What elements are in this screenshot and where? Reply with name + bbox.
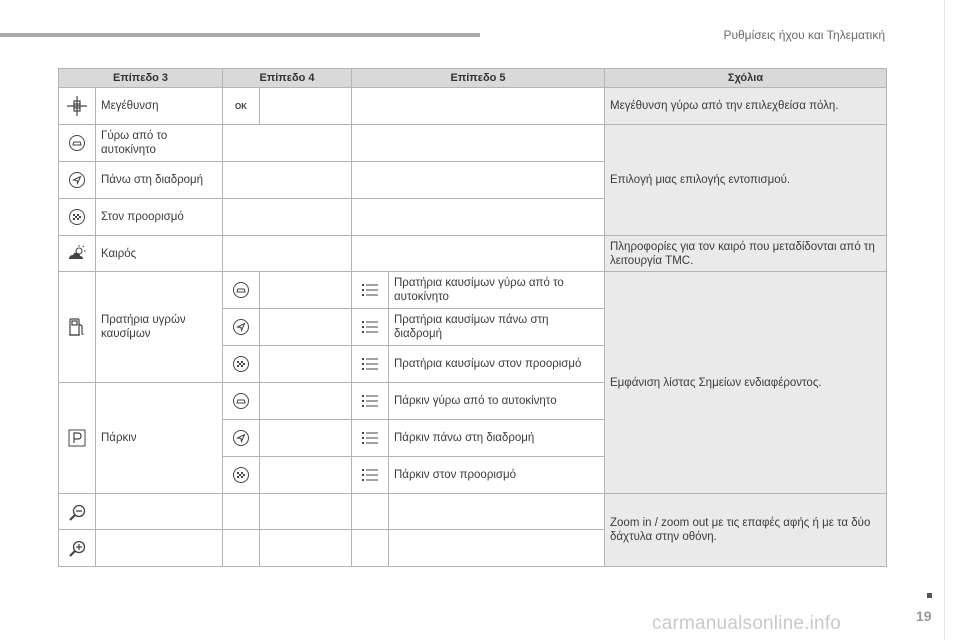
- page-edge-line: [944, 0, 945, 640]
- list-icon: [352, 272, 389, 309]
- watermark: carmanualsonline.info: [652, 613, 842, 634]
- fuel-on-route-label: Πρατήρια καυσίμων πάνω στη διαδρομή: [394, 314, 549, 340]
- route-arrow-icon: [223, 309, 260, 346]
- fuel-label: Πρατήρια υγρών καυσίμων: [101, 314, 186, 340]
- list-icon: [352, 420, 389, 457]
- on-route-label: Πάνω στη διαδρομή: [101, 174, 204, 186]
- page-number: 19: [916, 608, 932, 624]
- column-header-level5: Επίπεδο 5: [352, 69, 605, 88]
- parking-around-car-label: Πάρκιν γύρω από το αυτοκίνητο: [394, 395, 557, 407]
- weather-label: Καιρός: [101, 247, 137, 260]
- page-bullet: [927, 593, 932, 598]
- zoom-out-icon: [59, 494, 96, 530]
- fuel-at-destination-label: Πρατήρια καυσίμων στον προορισμό: [394, 358, 582, 370]
- at-destination-label: Στον προορισμό: [101, 211, 184, 223]
- list-icon: [352, 457, 389, 494]
- location-comment: Επιλογή μιας επιλογής εντοπισμού.: [610, 174, 791, 186]
- zoom-comment: Zoom in / zoom out με τις επαφές αφής ή με τα δύο δάχτυλα στην οθόνη.: [610, 517, 871, 543]
- zoom-in-icon: [59, 530, 96, 567]
- fuel-around-car-label: Πρατήρια καυσίμων γύρω από το αυτοκίνητο: [394, 277, 564, 303]
- column-header-comments: Σχόλια: [605, 69, 887, 88]
- parking-on-route-label: Πάρκιν πάνω στη διαδρομή: [394, 432, 535, 444]
- car-icon: [223, 383, 260, 420]
- destination-flag-icon: [223, 457, 260, 494]
- destination-flag-icon: [59, 199, 96, 236]
- poi-comment: Εμφάνιση λίστας Σημείων ενδιαφέροντος.: [610, 376, 822, 389]
- table-row: [59, 88, 887, 125]
- list-icon: [352, 309, 389, 346]
- header-bar: [0, 33, 480, 37]
- scale-label: Μεγέθυνση: [101, 100, 159, 112]
- parking-icon: [59, 383, 96, 494]
- table-row: [59, 236, 887, 272]
- list-icon: [352, 383, 389, 420]
- weather-comment: Πληροφορίες για τον καιρό που μεταδίδονται από τη λειτουργία TMC.: [610, 240, 875, 267]
- scale-icon: [59, 88, 96, 125]
- scale-comment: Μεγέθυνση γύρω από την επιλεχθείσα πόλη.: [610, 100, 839, 112]
- ok-button[interactable]: OK: [235, 102, 247, 111]
- car-icon: [59, 125, 96, 162]
- list-icon: [352, 346, 389, 383]
- column-header-level3: Επίπεδο 3: [59, 69, 223, 88]
- table-row: [59, 494, 887, 530]
- table-row: [59, 272, 887, 309]
- section-title: Ρυθμίσεις ήχου και Τηλεματική: [723, 28, 885, 42]
- destination-flag-icon: [223, 346, 260, 383]
- car-icon: [223, 272, 260, 309]
- parking-label: Πάρκιν: [101, 432, 137, 444]
- parking-at-destination-label: Πάρκιν στον προορισμό: [394, 469, 517, 481]
- weather-icon: [59, 236, 96, 272]
- table-row: [59, 125, 887, 162]
- fuel-pump-icon: [59, 272, 96, 383]
- around-car-label: Γύρω από το αυτοκίνητο: [101, 130, 168, 156]
- column-header-level4: Επίπεδο 4: [223, 69, 352, 88]
- route-arrow-icon: [59, 162, 96, 199]
- table-header-row: [59, 69, 887, 88]
- route-arrow-icon: [223, 420, 260, 457]
- settings-table: [58, 68, 887, 567]
